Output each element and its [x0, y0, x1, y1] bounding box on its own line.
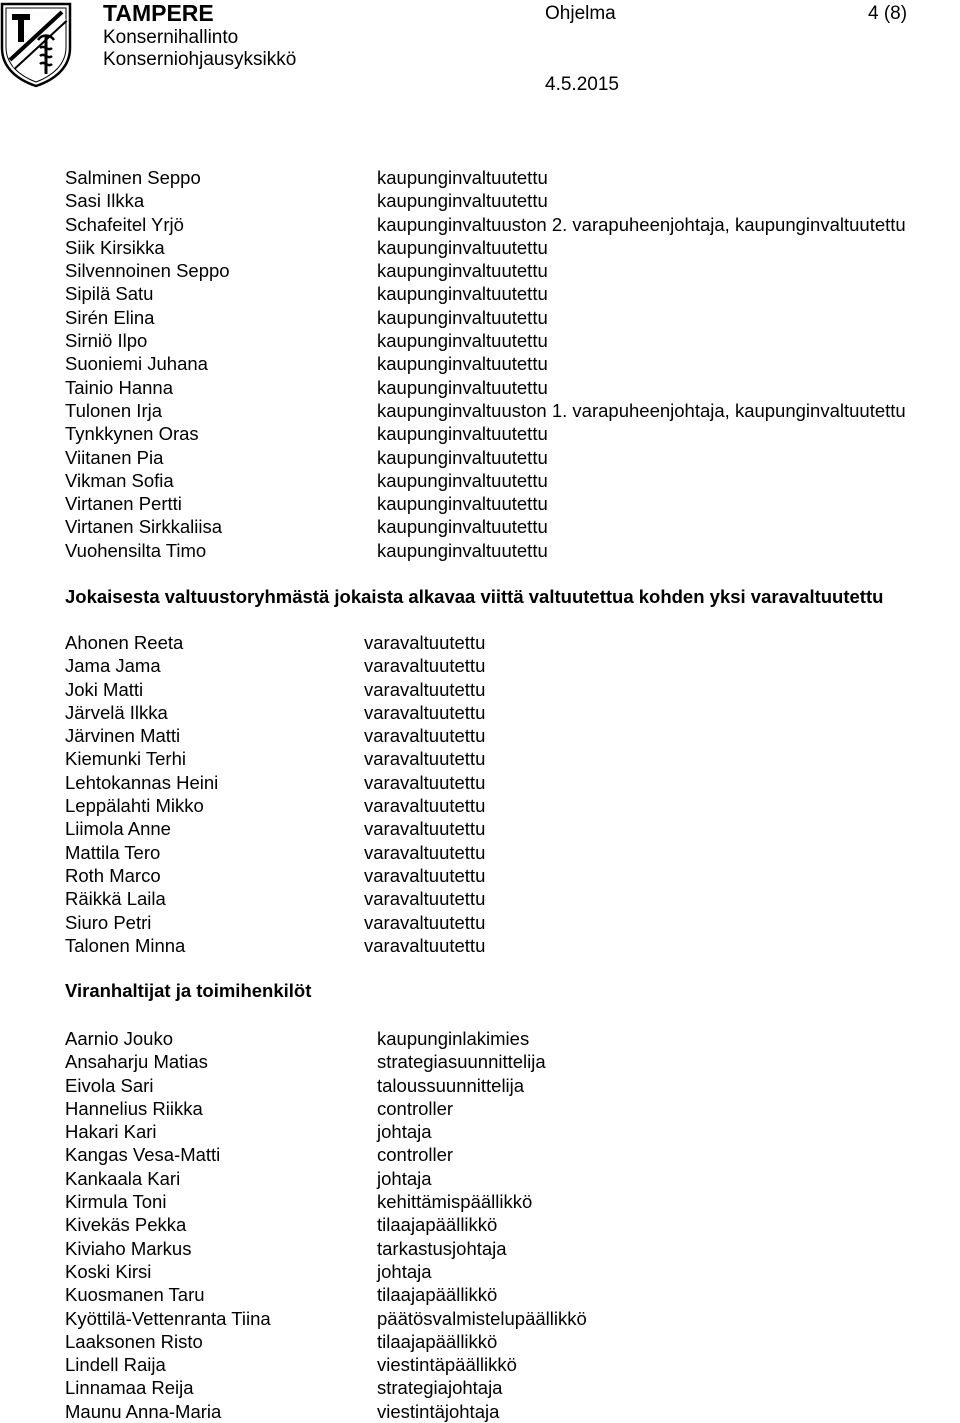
person-name: Kirmula Toni: [65, 1191, 167, 1213]
person-role: varavaltuutettu: [364, 725, 486, 747]
person-name: Sasi Ilkka: [65, 190, 145, 212]
person-role: kehittämispäällikkö: [377, 1191, 533, 1213]
person-name: Joki Matti: [65, 678, 144, 700]
person-name: Järvelä Ilkka: [65, 701, 168, 723]
person-name: Kankaala Kari: [65, 1167, 181, 1189]
person-name: Vikman Sofia: [65, 469, 174, 491]
person-name: Viitanen Pia: [65, 446, 164, 468]
person-role: controller: [377, 1097, 454, 1119]
tampere-coat-of-arms-logo: [0, 2, 72, 88]
person-role: varavaltuutettu: [364, 934, 486, 956]
person-role: viestintäpäällikkö: [377, 1354, 517, 1376]
page-number: 4 (8): [868, 3, 908, 24]
person-role: varavaltuutettu: [364, 888, 486, 910]
person-role: taloussuunnittelija: [377, 1074, 525, 1096]
person-name: Ahonen Reeta: [65, 632, 184, 653]
person-role: viestintäjohtaja: [377, 1400, 500, 1422]
person-name: Kiviaho Markus: [65, 1237, 192, 1259]
person-name: Järvinen Matti: [65, 725, 181, 747]
person-name: Liimola Anne: [65, 818, 171, 840]
person-name: Roth Marco: [65, 864, 161, 886]
person-role: kaupunginvaltuuston 1. varapuheenjohtaja, kaupunginvaltuutettu: [377, 399, 906, 421]
person-role: kaupunginvaltuutettu: [377, 283, 548, 305]
person-role: kaupunginvaltuutettu: [377, 446, 548, 468]
person-name: Ansaharju Matias: [65, 1051, 208, 1073]
person-name: Hannelius Riikka: [65, 1097, 203, 1119]
subunit-name: Konserniohjausyksikkö: [103, 49, 297, 70]
person-role: varavaltuutettu: [364, 678, 486, 700]
person-name: Kiemunki Terhi: [65, 748, 186, 770]
document-type: Ohjelma: [545, 3, 616, 24]
person-role: tilaajapäällikkö: [377, 1214, 498, 1236]
person-role: varavaltuutettu: [364, 655, 486, 677]
person-name: Kivekäs Pekka: [65, 1214, 187, 1236]
person-name: Kyöttilä-Vettenranta Tiina: [65, 1307, 271, 1329]
person-role: kaupunginvaltuutettu: [377, 190, 548, 212]
person-name: Sipilä Satu: [65, 283, 154, 305]
person-name: Virtanen Sirkkaliisa: [65, 516, 222, 538]
person-role: tilaajapäällikkö: [377, 1284, 498, 1306]
person-name: Linnamaa Reija: [65, 1377, 194, 1399]
person-role: varavaltuutettu: [364, 911, 486, 933]
person-role: kaupunginvaltuutettu: [377, 516, 548, 538]
person-name: Eivola Sari: [65, 1074, 154, 1096]
person-name: Räikkä Laila: [65, 888, 166, 910]
person-role: johtaja: [377, 1121, 432, 1143]
person-name: Tainio Hanna: [65, 376, 173, 398]
person-role: kaupunginvaltuutettu: [377, 330, 548, 352]
person-name: Kangas Vesa-Matti: [65, 1144, 221, 1166]
person-role: varavaltuutettu: [364, 864, 486, 886]
person-name: Silvennoinen Seppo: [65, 260, 230, 282]
organization-name: TAMPERE: [103, 0, 214, 26]
person-name: Hakari Kari: [65, 1121, 157, 1143]
person-role: tarkastusjohtaja: [377, 1237, 507, 1259]
person-name: Talonen Minna: [65, 934, 186, 956]
person-name: Schafeitel Yrjö: [65, 213, 184, 235]
person-role: kaupunginvaltuutettu: [377, 469, 548, 491]
person-name: Mattila Tero: [65, 841, 161, 863]
person-role: controller: [377, 1144, 454, 1166]
person-role: kaupunginvaltuutettu: [377, 167, 548, 188]
person-role: kaupunginlakimies: [377, 1028, 530, 1049]
person-role: kaupunginvaltuutettu: [377, 423, 548, 445]
person-role: kaupunginvaltuutettu: [377, 539, 548, 561]
person-name: Siuro Petri: [65, 911, 152, 933]
person-name: Suoniemi Juhana: [65, 353, 208, 375]
person-role: päätösvalmistelupäällikkö: [377, 1307, 587, 1329]
person-name: Tulonen Irja: [65, 399, 163, 421]
person-role: johtaja: [377, 1260, 432, 1282]
person-name: Laaksonen Risto: [65, 1330, 203, 1352]
person-name: Maunu Anna-Maria: [65, 1400, 222, 1422]
person-role: kaupunginvaltuuston 2. varapuheenjohtaja, kaupunginvaltuutettu: [377, 213, 906, 235]
person-name: Virtanen Pertti: [65, 493, 182, 515]
person-role: strategiasuunnittelija: [377, 1051, 546, 1073]
unit-name: Konsernihallinto: [103, 27, 239, 48]
person-name: Vuohensilta Timo: [65, 539, 207, 561]
person-role: varavaltuutettu: [364, 701, 486, 723]
officials-heading: Viranhaltijat ja toimihenkilöt: [65, 980, 312, 1001]
person-role: varavaltuutettu: [364, 818, 486, 840]
person-name: Lehtokannas Heini: [65, 771, 219, 793]
person-role: tilaajapäällikkö: [377, 1330, 498, 1352]
deputies-heading: Jokaisesta valtuustoryhmästä jokaista alkavaa viittä valtuutettua kohden yksi varavaltuutettu: [65, 586, 884, 607]
document-date: 4.5.2015: [545, 74, 619, 95]
person-role: varavaltuutettu: [364, 632, 486, 653]
person-role: varavaltuutettu: [364, 748, 486, 770]
person-role: varavaltuutettu: [364, 771, 486, 793]
person-role: varavaltuutettu: [364, 795, 486, 817]
person-name: Koski Kirsi: [65, 1260, 152, 1282]
person-name: Aarnio Jouko: [65, 1028, 173, 1049]
person-name: Siik Kirsikka: [65, 236, 165, 258]
person-role: kaupunginvaltuutettu: [377, 306, 548, 328]
person-role: kaupunginvaltuutettu: [377, 376, 548, 398]
person-role: kaupunginvaltuutettu: [377, 353, 548, 375]
person-role: kaupunginvaltuutettu: [377, 493, 548, 515]
person-name: Sirén Elina: [65, 306, 155, 328]
person-role: kaupunginvaltuutettu: [377, 236, 548, 258]
person-name: Tynkkynen Oras: [65, 423, 199, 445]
person-role: kaupunginvaltuutettu: [377, 260, 548, 282]
person-name: Lindell Raija: [65, 1354, 166, 1376]
person-name: Sirniö Ilpo: [65, 330, 148, 352]
person-role: johtaja: [377, 1167, 432, 1189]
person-role: varavaltuutettu: [364, 841, 486, 863]
person-role: strategiajohtaja: [377, 1377, 503, 1399]
person-name: Kuosmanen Taru: [65, 1284, 205, 1306]
person-name: Leppälahti Mikko: [65, 795, 204, 817]
person-name: Salminen Seppo: [65, 167, 201, 188]
person-name: Jama Jama: [65, 655, 161, 677]
